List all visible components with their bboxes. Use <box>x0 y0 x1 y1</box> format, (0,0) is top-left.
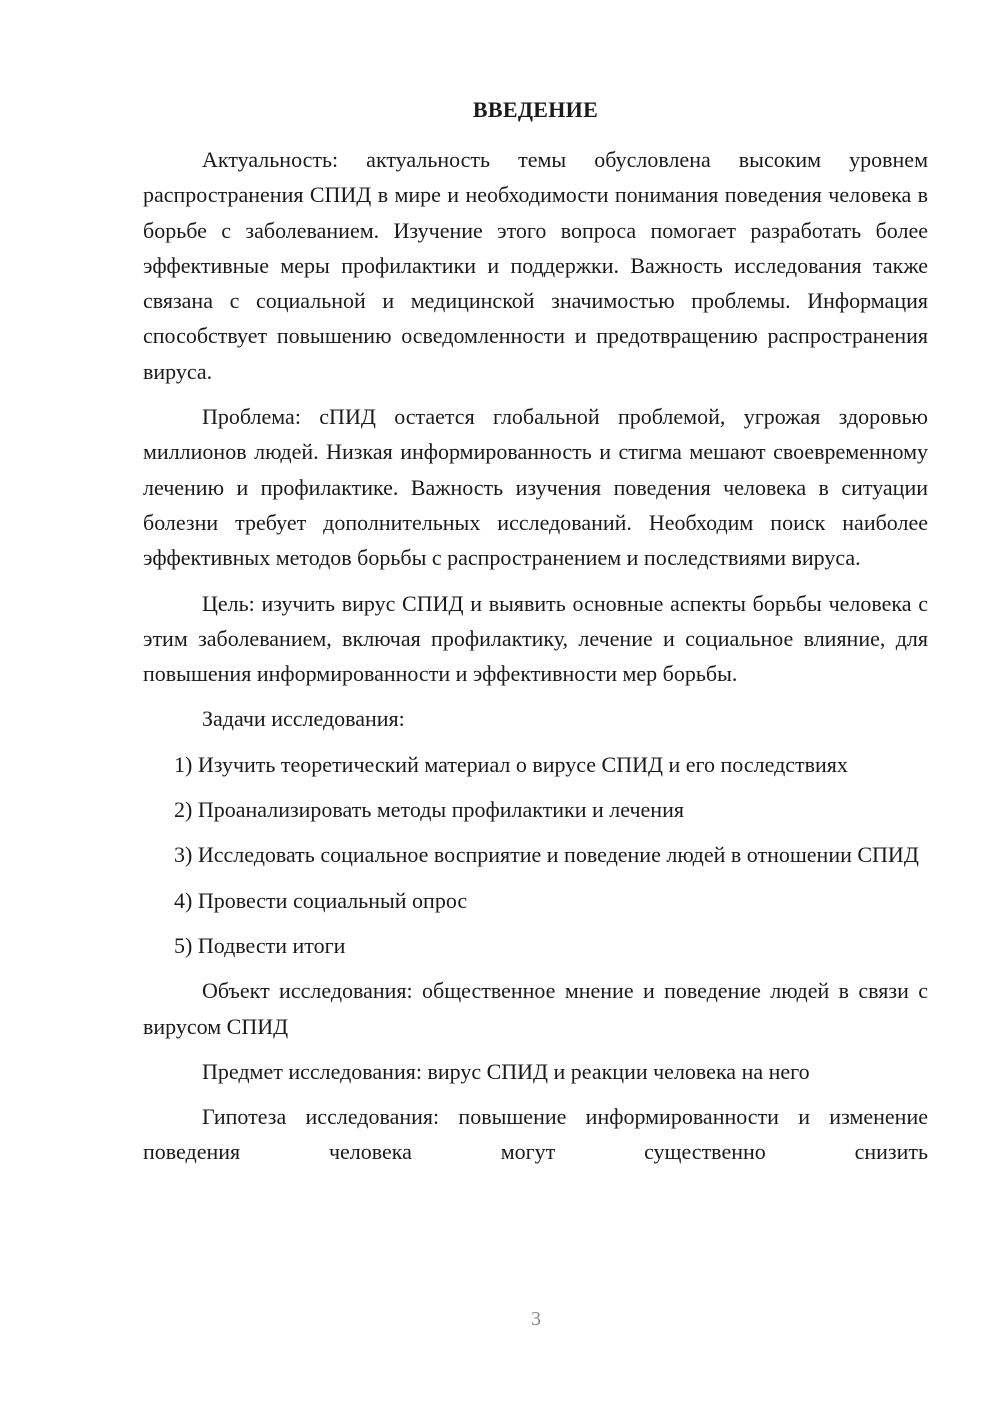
tasks-heading: Задачи исследования: <box>202 706 405 732</box>
list-item: 3) Исследовать социальное восприятие и поведение людей в отношении СПИД <box>174 842 919 868</box>
paragraph-relevance: Актуальность: актуальность темы обусловлена высоким уровнем распространения СПИД в мире и необходимости понимания поведения человека в борьбе с заболеванием. Изучение этого вопроса помогает разработать более эффективные меры профилактики и поддержки. Важность исследования также связана с социальной и медицинской значимостью проблемы. Информация способствует повышению осведомленности и предотвращению распространения вируса. <box>143 147 928 384</box>
page-content <box>143 94 928 1170</box>
tasks-list <box>143 747 928 963</box>
page-title: ВВЕДЕНИЕ <box>472 97 599 122</box>
paragraph-object: Объект исследования: общественное мнение и поведение людей в связи с вирусом СПИД <box>143 978 928 1039</box>
list-item: 4) Провести социальный опрос <box>174 887 468 913</box>
paragraph-subject: Предмет исследования: вирус СПИД и реакции человека на него <box>202 1058 810 1084</box>
list-item: 2) Проанализировать методы профилактики и лечения <box>174 797 684 823</box>
paragraph-problem: Проблема: сПИД остается глобальной проблемой, угрожая здоровью миллионов людей. Низкая информированность и стигма мешают своевременному лечению и профилактике. Важность изучения поведения человека в ситуации болезни требует дополнительных исследований. Необходим поиск наиболее эффективных методов борьбы с распространением и последствиями вируса. <box>143 404 928 571</box>
list-item: 5) Подвести итоги <box>174 932 346 958</box>
page-number: 3 <box>531 1308 541 1330</box>
paragraph-goal: Цель: изучить вирус СПИД и выявить основные аспекты борьбы человека с этим заболеванием, включая профилактику, лечение и социальное влияние, для повышения информированности и эффективности мер борьбы. <box>143 590 928 687</box>
list-item: 1) Изучить теоретический материал о вирусе СПИД и его последствиях <box>174 751 848 777</box>
paragraph-hypothesis: Гипотеза исследования: повышение информированности и изменение поведения человека могут существенно снизить <box>143 1104 928 1165</box>
